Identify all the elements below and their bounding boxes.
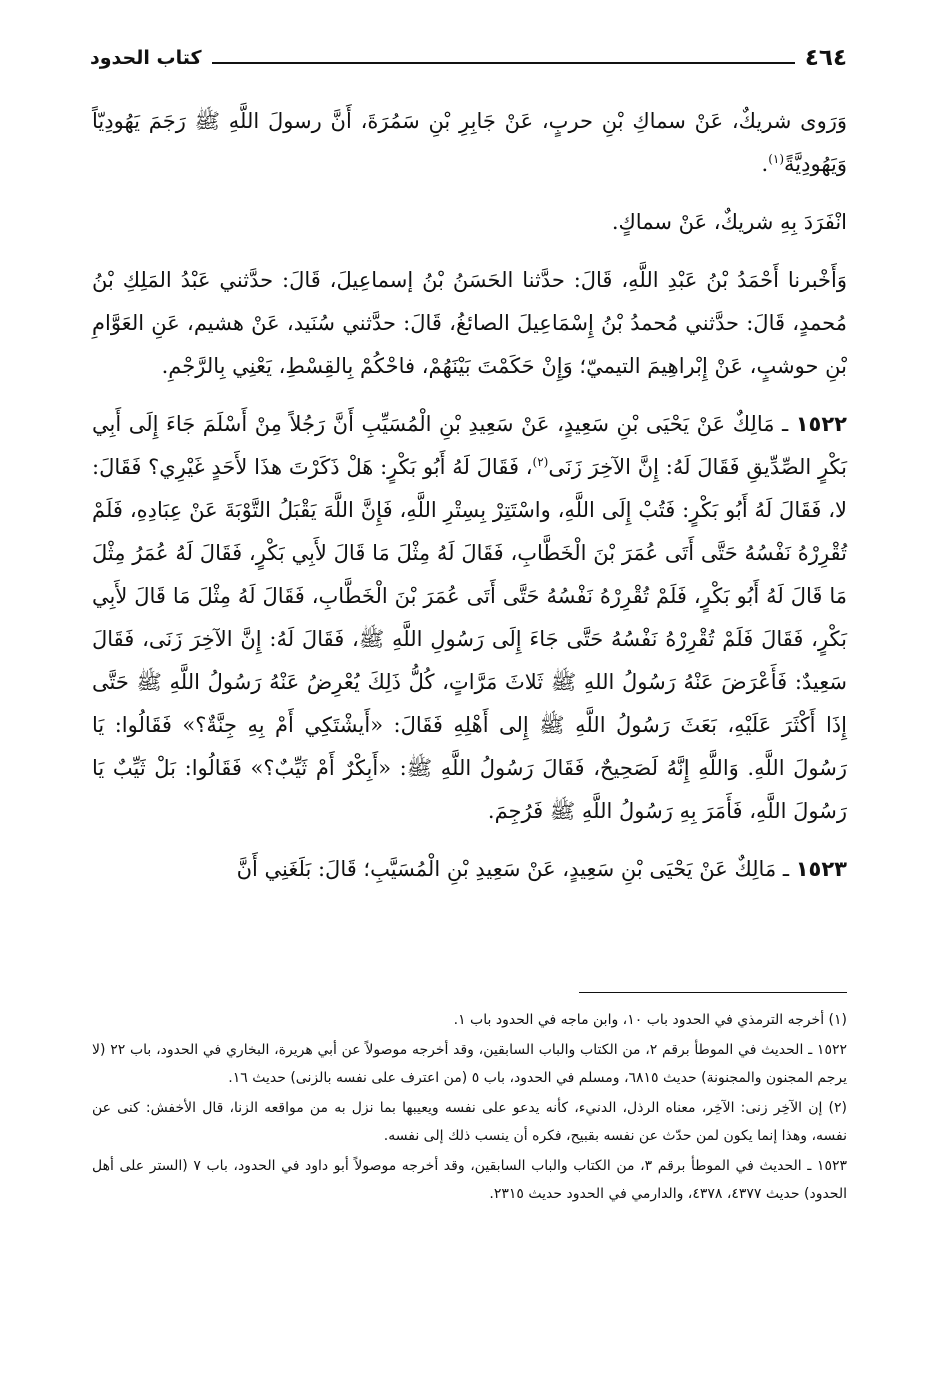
- paragraph-infarada: انْفَرَدَ بِهِ شريكٌ، عَنْ سماكٍ.: [611, 210, 847, 234]
- paragraph-sharik: [92, 100, 847, 186]
- hadith-1522-text-b: ، فَقَالَ لَهُ أَبُو بَكْرٍ: هَلْ ذَكَرْتَ هذَا لأَحَدٍ غَيْرِي؟ فَقَالَ: لا، فَقَالَ لَهُ أَبُو بَكْرٍ: فَتُبْ إِلَى اللَّهِ، واسْتَتِرْ بِسِتْرِ اللَّهِ، فَإِنَّ اللَّهَ يَقْبَلُ التَّوْبَةَ عَنْ عِبَادِهِ، فَلَمْ تُقْرِرْهُ نَفْسُهُ حَتَّى أَتَى عُمَرَ بْنَ الْخَطَّابِ، فَقَالَ لَهُ مِثْلَ مَا قَالَ لأَبِي بَكْرٍ، فَقَالَ لَهُ عُمَرُ مِثْلَ مَا قَالَ لَهُ أَبُو بَكْرٍ، فَلَمْ تُقْرِرْهُ نَفْسُهُ حَتَّى أَتَى عُمَرَ بْنَ الْخَطَّابِ، فَقَالَ لَهُ مِثْلَ مَا قَالَ لأَبِي بَكْرٍ، فَقَالَ فَلَمْ تُقْرِرْهُ نَفْسُهُ حَتَّى جَاءَ إِلَى رَسُولِ اللَّهِ ﷺ، فَقَالَ لَهُ: إِنَّ الآخِرَ زَنَى، فَقَالَ سَعِيدٌ: فَأَعْرَضَ عَنْهُ رَسُولُ اللهِ ﷺ ثَلاثَ مَرَّاتٍ، كُلُّ ذَلِكَ يُعْرِضُ عَنْهُ رَسُولُ اللَّهِ ﷺ حَتَّى إِذَا أَكْثَرَ عَلَيْهِ، بَعَثَ رَسُولُ اللَّهِ ﷺ إِلى أَهْلِهِ فَقَالَ: «أَيشْتَكِي أَمْ بِهِ جِنَّةٌ؟» فَقَالُوا: يَا رَسُولَ اللَّهِ. وَاللَّهِ إِنَّهُ لَصَحِيحٌ، فَقَالَ رَسُولُ اللَّهِ ﷺ: «أَبِكْرٌ أَمْ ثَيِّبٌ؟» فَقَالُوا: بَلْ ثَيِّبٌ يَا رَسُولَ اللَّهِ، فَأَمَرَ بِهِ رَسُولُ اللَّهِ ﷺ فَرُجِمَ.: [92, 455, 847, 823]
- footnote-1523: ١٥٢٣ ـ الحديث في الموطأ برقم ٣، من الكتاب والباب السابقين، وقد أخرجه موصولاً أبو داود في الحدود، باب ٧ (الستر على أهل الحدود) حديث ٤٣٧٧، ٤٣٧٨، والدارمي في الحدود حديث ٢٣١٥.: [92, 1158, 847, 1202]
- main-text: [92, 100, 847, 906]
- hadith-number-1522: ١٥٢٢: [795, 412, 847, 436]
- page-header: [90, 38, 847, 78]
- hadith-1523-text: ـ مَالِكٌ عَنْ يَحْيَى بْنِ سَعِيدٍ، عَنْ سَعِيدِ بْنِ الْمُسَيَّبِ؛ قَالَ: بَلَغَنِي أَنَّ: [236, 857, 790, 881]
- page-number: ٤٦٤: [804, 45, 847, 71]
- paragraph-sharik-text: وَرَوى شريكٌ، عَنْ سماكِ بْنِ حربٍ، عَنْ جَابِرِ بْنِ سَمُرَةَ، أَنَّ رسولَ اللَّهِ ﷺ رَجَمَ يَهُودِيّاً وَيَهُودِيَّةً: [92, 109, 847, 176]
- paragraph-sharik-end: .: [761, 152, 769, 176]
- footnote-1522: ١٥٢٢ ـ الحديث في الموطأ برقم ٢، من الكتاب والباب السابقين، وقد أخرجه موصولاً عن أبي هريرة، البخاري في الحدود، باب ٢٢ (لا يرجم المجنون والمجنونة) حديث ٦٨١٥، ومسلم في الحدود، باب ٥ (من اعترف على نفسه بالزنى) حديث ١٦.: [92, 1042, 847, 1086]
- footnotes: [92, 1006, 847, 1210]
- running-title: كتاب الحدود: [90, 47, 202, 69]
- footnote-2: (٢) إن الآخِر زنى: الآخِر، معناه الرذل، الدنيء، كأنه يدعو على نفسه ويعيبها بما نزل به من مواقعه الزنا، قال الأخفش: كنى عن نفسه، وهذا إنما يكون لمن حدّث عن نفسه بقبيح، فكره أن ينسب ذلك إلى نفسه.: [92, 1100, 847, 1144]
- hadith-number-1523: ١٥٢٣: [795, 857, 847, 881]
- paragraph-isnad: وَأَخْبرنا أَحْمَدُ بْنُ عَبْدِ اللَّهِ، قَالَ: حدَّثنا الحَسَنُ بْنُ إسماعِيلَ، قَالَ: حدَّثني عَبْدُ المَلِكِ بْنُ مُحمدٍ، قَالَ: حدَّثني مُحمدُ بْنُ إِسْمَاعِيلَ الصائغُ، قَالَ: حدَّثني سُنَيد، عَنْ هشيم، عَنِ العَوَّامِ بْنِ حوشبٍ، عَنْ إِبْراهِيمَ التيميّ؛ وَإِنْ حَكَمْتَ بَيْنَهُمْ، فاحْكُمْ بِالقِسْطِ، يَعْنِي بِالرَّجْمِ.: [92, 268, 847, 378]
- footnote-separator: [579, 992, 847, 993]
- hadith-1522: [92, 403, 847, 833]
- footnote-ref-2: (٢): [532, 455, 549, 469]
- header-rule: [212, 62, 795, 64]
- hadith-1523: [92, 848, 847, 891]
- footnote-1: (١) أخرجه الترمذي في الحدود باب ١٠، وابن ماجه في الحدود باب ١.: [453, 1012, 847, 1028]
- footnote-ref-1: (١): [768, 152, 785, 166]
- hadith-1522-text-a: ـ مَالِكٌ عَنْ يَحْيَى بْنِ سَعِيدٍ، عَنْ سَعِيدِ بْنِ الْمُسَيِّبِ أَنَّ رَجُلاً مِنْ أَسْلَمَ جَاءَ إِلَى أَبِي بَكْرٍ الصِّدِّيقِ فَقَالَ لَهُ: إِنَّ الآخِرَ زَنَى: [92, 412, 847, 479]
